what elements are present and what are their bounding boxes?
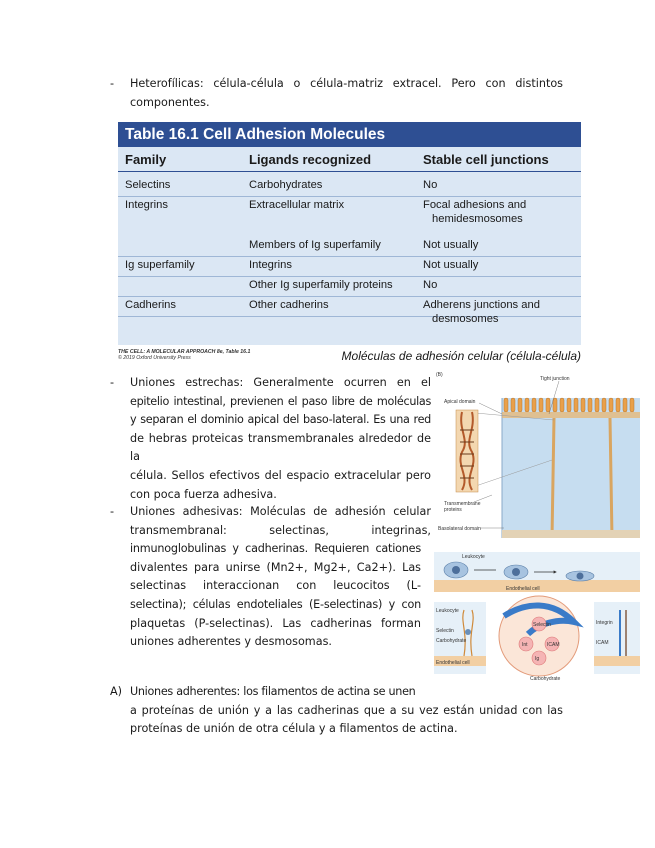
svg-text:Endothelial cell: Endothelial cell — [436, 660, 470, 666]
table-title: Table 16.1 Cell Adhesion Molecules — [118, 122, 581, 147]
svg-text:Leukocyte: Leukocyte — [436, 608, 459, 614]
tight-junction-figure — [434, 370, 640, 540]
svg-text:ICAM: ICAM — [596, 640, 609, 646]
svg-text:Carbohydrate: Carbohydrate — [436, 638, 467, 644]
bullet-dash: - — [110, 77, 115, 90]
svg-text:Selectin: Selectin — [436, 628, 454, 634]
svg-text:proteins: proteins — [444, 507, 462, 513]
section-a-marker: A) — [110, 685, 123, 698]
section-a-paragraph: Uniones adherentes: los filamentos de actina se unen a proteínas de unión y a las cadherinas que a su vez están unidad con las proteínas de unión de otra célula y a filamentos de actina. — [130, 685, 563, 736]
svg-text:Transmembrane: Transmembrane — [444, 501, 481, 507]
table-caption — [118, 345, 581, 367]
bullet-dash: - — [110, 505, 115, 518]
svg-text:Selectin: Selectin — [533, 622, 551, 628]
heterofilicas-paragraph: Heterofílicas: célula-célula o célula-matriz extracel. Pero con distintos componentes. — [130, 77, 563, 109]
svg-text:ICAM: ICAM — [547, 642, 560, 648]
svg-text:Ig: Ig — [535, 656, 540, 662]
table-header-row: Family Ligands recognized Stable cell junctions — [118, 147, 581, 172]
panel-label: (B) — [436, 372, 443, 378]
cell-adhesion-table-figure — [118, 122, 581, 367]
bullet-dash: - — [110, 376, 115, 389]
estrechas-paragraph: Uniones estrechas: Generalmente ocurren en el epitelio intestinal, previenen el paso libre de moléculas y separan el dominio apical del baso-lateral. Es una red de hebras proteicas transmembranales alrededor de la célula. Sellos efectivos del espacio extracelular pero con poca fuerza adhesiva. — [130, 376, 431, 501]
svg-text:Int: Int — [522, 642, 528, 648]
svg-text:Tight junction: Tight junction — [540, 376, 570, 382]
svg-text:Apical domain: Apical domain — [444, 399, 476, 405]
table-body: Family Ligands recognized Stable cell junctions Selectins Carbohydrates No Integrins Extracellular matrix Focal adhesions and hemidesmosomes Members of Ig superfamily Not usually Ig superfamily Integrins Not usually Other Ig superfamily proteins No Cadherins Other cadherins Adherens junctions and desmosomes — [118, 147, 581, 345]
adhesivas-paragraph: Uniones adhesivas: Moléculas de adhesión celular transmembranal: selectinas, integrinas, inmunoglobulinas y cadherinas. Requieren cationes divalentes para unirse (Mn2+, Mg2+, Ca2+). Las selectinas interaccionan con leucocitos (L- selectina); células endoteliales (E-selectinas) y con plaquetas (P-selectinas). Las cadherinas forman uniones adherentes y desmosomas. — [130, 505, 431, 649]
svg-text:Integrin: Integrin — [596, 620, 613, 626]
svg-text:Basolateral domain: Basolateral domain — [438, 526, 481, 532]
leukocyte-adhesion-figure — [434, 552, 640, 682]
table-caption-text: Moléculas de adhesión celular (célula-célula) — [341, 349, 581, 363]
table-source: THE CELL: A MOLECULAR APPROACH 8e, Table 16.1 © 2019 Oxford University Press — [118, 349, 251, 361]
svg-text:Leukocyte: Leukocyte — [462, 554, 485, 560]
svg-text:Endothelial cell: Endothelial cell — [506, 586, 540, 592]
svg-text:Carbohydrate: Carbohydrate — [530, 676, 561, 682]
